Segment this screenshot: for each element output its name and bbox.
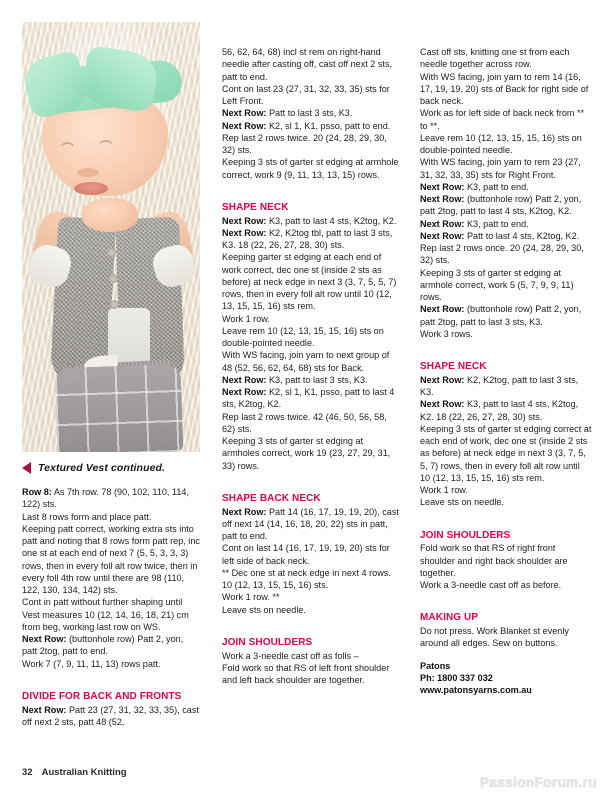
instruction-paragraph: Next Row: Patt 23 (27, 31, 32, 33, 35), cast off next 2 sts, patt 48 (52, bbox=[22, 704, 199, 727]
paragraph-spacer bbox=[420, 509, 592, 519]
instruction-paragraph: Row 8: As 7th row. 78 (90, 102, 110, 114, 122) sts. bbox=[22, 487, 189, 510]
vest-button bbox=[110, 300, 119, 309]
vest-button bbox=[109, 274, 118, 283]
instruction-paragraph: Work 1 row. bbox=[222, 313, 270, 324]
section-heading: DIVIDE FOR BACK AND FRONTS bbox=[22, 690, 182, 702]
instruction-paragraph: Rep last 2 rows twice. 20 (24, 28, 29, 30, 32) sts. bbox=[222, 132, 387, 155]
instruction-paragraph: Next Row: K3, patt to last 3 sts, K3. bbox=[222, 374, 368, 385]
section-heading: SHAPE NECK bbox=[420, 361, 487, 372]
instruction-paragraph: Keeping 3 sts of garter st edging at armhole correct, work 9 (9, 11, 13, 13, 15) rows. bbox=[222, 157, 399, 180]
instruction-paragraph: Work 7 (7, 9, 11, 11, 13) rows patt. bbox=[22, 658, 161, 669]
instruction-paragraph: Next Row: K2, K2tog, patt to last 3 sts, K3. bbox=[420, 374, 579, 397]
baby-plaid-pants bbox=[55, 364, 184, 452]
instruction-paragraph: Keeping garter st edging at each end of work correct, dec one st (inside 2 sts as before) at neck edge in next 3 (3, 7, 5, 5, 7) rows, then in every foll alt row until 10 (12, 13, 15, 15, 16) sts rem. bbox=[222, 252, 397, 312]
instruction-paragraph: Next Row: (buttonhole row) Patt 2, yon, patt 2tog, patt to end. bbox=[22, 634, 184, 657]
instruction-paragraph: Cont in patt without further shaping until Vest measures 10 (12, 14, 16, 18, 21) cm from beg, working last row on WS. bbox=[22, 597, 189, 632]
instruction-paragraph: Work a 3-needle cast off as before. bbox=[420, 580, 562, 590]
instruction-paragraph: www.patonsyarns.com.au bbox=[420, 685, 532, 695]
instruction-paragraph: Work 1 row. bbox=[420, 485, 468, 495]
instruction-paragraph: Next Row: K3, patt to end. bbox=[420, 218, 529, 229]
baby-eye-left bbox=[60, 144, 75, 155]
paragraph-spacer bbox=[420, 650, 592, 660]
page-footer bbox=[22, 767, 127, 778]
instruction-paragraph: Leave sts on needle. bbox=[420, 497, 504, 508]
instruction-paragraph: Cast off sts, knitting one st from each needle together across row. bbox=[420, 47, 570, 70]
instruction-paragraph: Rep last 2 rows twice. 42 (46, 50, 56, 58, 62) sts. bbox=[222, 411, 387, 434]
section-heading: JOIN SHOULDERS bbox=[222, 636, 313, 648]
instruction-paragraph: Last 8 rows form and place patt. bbox=[22, 511, 152, 522]
instruction-paragraph: Keeping 3 sts of garter st edging at armhole correct, work 5 (5, 7, 9, 9, 11) rows. bbox=[420, 267, 574, 302]
instruction-paragraph: Leave sts on needle. bbox=[222, 604, 306, 615]
instruction-paragraph: Leave rem 10 (12, 13, 15, 15, 16) sts on double-pointed needle. bbox=[222, 325, 384, 348]
caption-label: Textured Vest continued. bbox=[38, 462, 166, 474]
instruction-paragraph: Next Row: Patt 14 (16, 17, 19, 19, 20), cast off next 14 (14, 16, 18, 20, 22) sts in patt, patt to end. bbox=[222, 506, 399, 541]
section-heading: MAKING UP bbox=[420, 612, 479, 624]
publication-title: Australian Knitting bbox=[41, 767, 127, 778]
site-watermark: PassionForum.ru bbox=[479, 775, 597, 790]
instruction-paragraph: Keeping 3 sts of garter st edging at armholes correct, work 19 (23, 27, 29, 31, 33) rows. bbox=[222, 436, 391, 471]
instruction-paragraph: Cont on last 14 (16, 17, 19, 19, 20) sts for left side of back neck. bbox=[222, 543, 390, 566]
instruction-paragraph: With WS facing, join yarn to next group of 48 (52, 56, 62, 64, 68) sts for Back. bbox=[222, 350, 390, 373]
instruction-paragraph: Cont on last 23 (27, 31, 32, 33, 35) sts for Left Front. bbox=[222, 83, 390, 106]
instruction-paragraph: With WS facing, join yarn to rem 23 (27, 31, 32, 33, 35) sts for Right Front. bbox=[420, 157, 581, 180]
section-heading: SHAPE BACK NECK bbox=[222, 492, 321, 504]
baby-nose bbox=[77, 168, 99, 177]
instruction-paragraph: Rep last 2 rows once. 20 (24, 28, 29, 30, 32) sts. bbox=[420, 243, 584, 266]
instruction-paragraph: Next Row: K3, patt to last 4 sts, K2tog, K2. 18 (22, 26, 27, 28, 30) sts. bbox=[420, 399, 579, 422]
paragraph-spacer bbox=[222, 472, 400, 482]
section-heading: JOIN SHOULDERS bbox=[420, 529, 511, 541]
instruction-paragraph: 56, 62, 64, 68) incl st rem on right-hand needle after casting off, cast off next 2 sts, patt to end. bbox=[222, 47, 393, 82]
baby-hands bbox=[82, 198, 138, 232]
text-column-1 bbox=[22, 486, 200, 728]
instruction-paragraph: Next Row: K2, sl 1, K1, psso, patt to end. bbox=[222, 120, 391, 131]
instruction-paragraph: Leave rem 10 (12, 13, 15, 15, 16) sts on double-pointed needle. bbox=[420, 132, 582, 155]
instruction-paragraph: Patons bbox=[420, 660, 451, 671]
instruction-paragraph: Next Row: (buttonhole row) Patt 2, yon, patt 2tog, patt to last 4 sts, K2tog, K2. bbox=[420, 194, 582, 217]
paragraph-spacer bbox=[420, 340, 592, 350]
paragraph-spacer bbox=[22, 670, 200, 680]
instruction-paragraph: Work 3 rows. bbox=[420, 328, 473, 339]
instruction-paragraph: Next Row: K3, patt to last 4 sts, K2tog, K2. bbox=[222, 215, 397, 226]
article-photo bbox=[22, 22, 200, 452]
continued-caption bbox=[22, 462, 204, 474]
instruction-paragraph: Work 1 row. ** bbox=[222, 592, 280, 603]
paragraph-spacer bbox=[420, 591, 592, 601]
instruction-paragraph: Next Row: (buttonhole row) Patt 2, yon, patt 2tog, patt to last 3 sts, K3. bbox=[420, 304, 582, 327]
instruction-paragraph: Next Row: Patt to last 4 sts, K2tog, K2. bbox=[420, 230, 580, 241]
text-column-2 bbox=[222, 46, 400, 686]
instruction-paragraph: Fold work so that RS of left front shoulder and left back shoulder are together. bbox=[222, 662, 390, 685]
baby-eye-right bbox=[98, 142, 113, 153]
instruction-paragraph: Ph: 1800 337 032 bbox=[420, 672, 493, 683]
instruction-paragraph: With WS facing, join yarn to rem 14 (16, 17, 19, 19, 20) sts of Back for right side of back neck. bbox=[420, 71, 589, 106]
instruction-paragraph: Next Row: K2, sl 1, K1, psso, patt to last 4 sts, K2tog, K2. bbox=[222, 387, 395, 410]
triangle-marker-icon bbox=[22, 462, 31, 474]
instruction-paragraph: Do not press. Work Blanket st evenly around all edges. Sew on buttons. bbox=[420, 626, 569, 649]
text-column-3 bbox=[420, 46, 592, 696]
instruction-paragraph: Next Row: K2, K2tog tbl, patt to last 3 sts, K3. 18 (22, 26, 27, 28, 30) sts. bbox=[222, 227, 393, 250]
instruction-paragraph: Work as for left side of back neck from ** to **. bbox=[420, 108, 585, 131]
paragraph-spacer bbox=[222, 616, 400, 626]
baby-mouth bbox=[74, 182, 108, 195]
instruction-paragraph: Fold work so that RS of right front shoulder and right back shoulder are together. bbox=[420, 543, 568, 578]
photo-background bbox=[22, 22, 200, 452]
instruction-paragraph: ** Dec one st at neck edge in next 4 rows. 10 (12, 13, 15, 15, 16) sts. bbox=[222, 567, 391, 590]
instruction-paragraph: Keeping patt correct, working extra sts into patt and noting that 8 rows form patt rep, inc one st at each end of next 7 (5, 5, 3, 3, 3) rows, then in every foll alt row twice, then in every foll 4th row until there are 98 (110, 122, 130, 134, 142) sts. bbox=[22, 523, 200, 595]
instruction-paragraph: Keeping 3 sts of garter st edging correct at each end of work, dec one st (inside 2 sts as before) at neck edge in next 3 (3, 7, 5, 5, 7) rows, then in every foll alt row until 10 (12, 13, 15, 15, 16) sts rem. bbox=[420, 423, 592, 483]
vest-button bbox=[107, 248, 116, 257]
page-number: 32 bbox=[22, 767, 33, 778]
instruction-paragraph: Next Row: K3, patt to end. bbox=[420, 181, 529, 192]
section-heading: SHAPE NECK bbox=[222, 201, 289, 213]
instruction-paragraph: Next Row: Patt to last 3 sts, K3. bbox=[222, 108, 353, 119]
instruction-paragraph: Work a 3-needle cast off as folls – bbox=[222, 650, 359, 661]
paragraph-spacer bbox=[222, 181, 400, 191]
